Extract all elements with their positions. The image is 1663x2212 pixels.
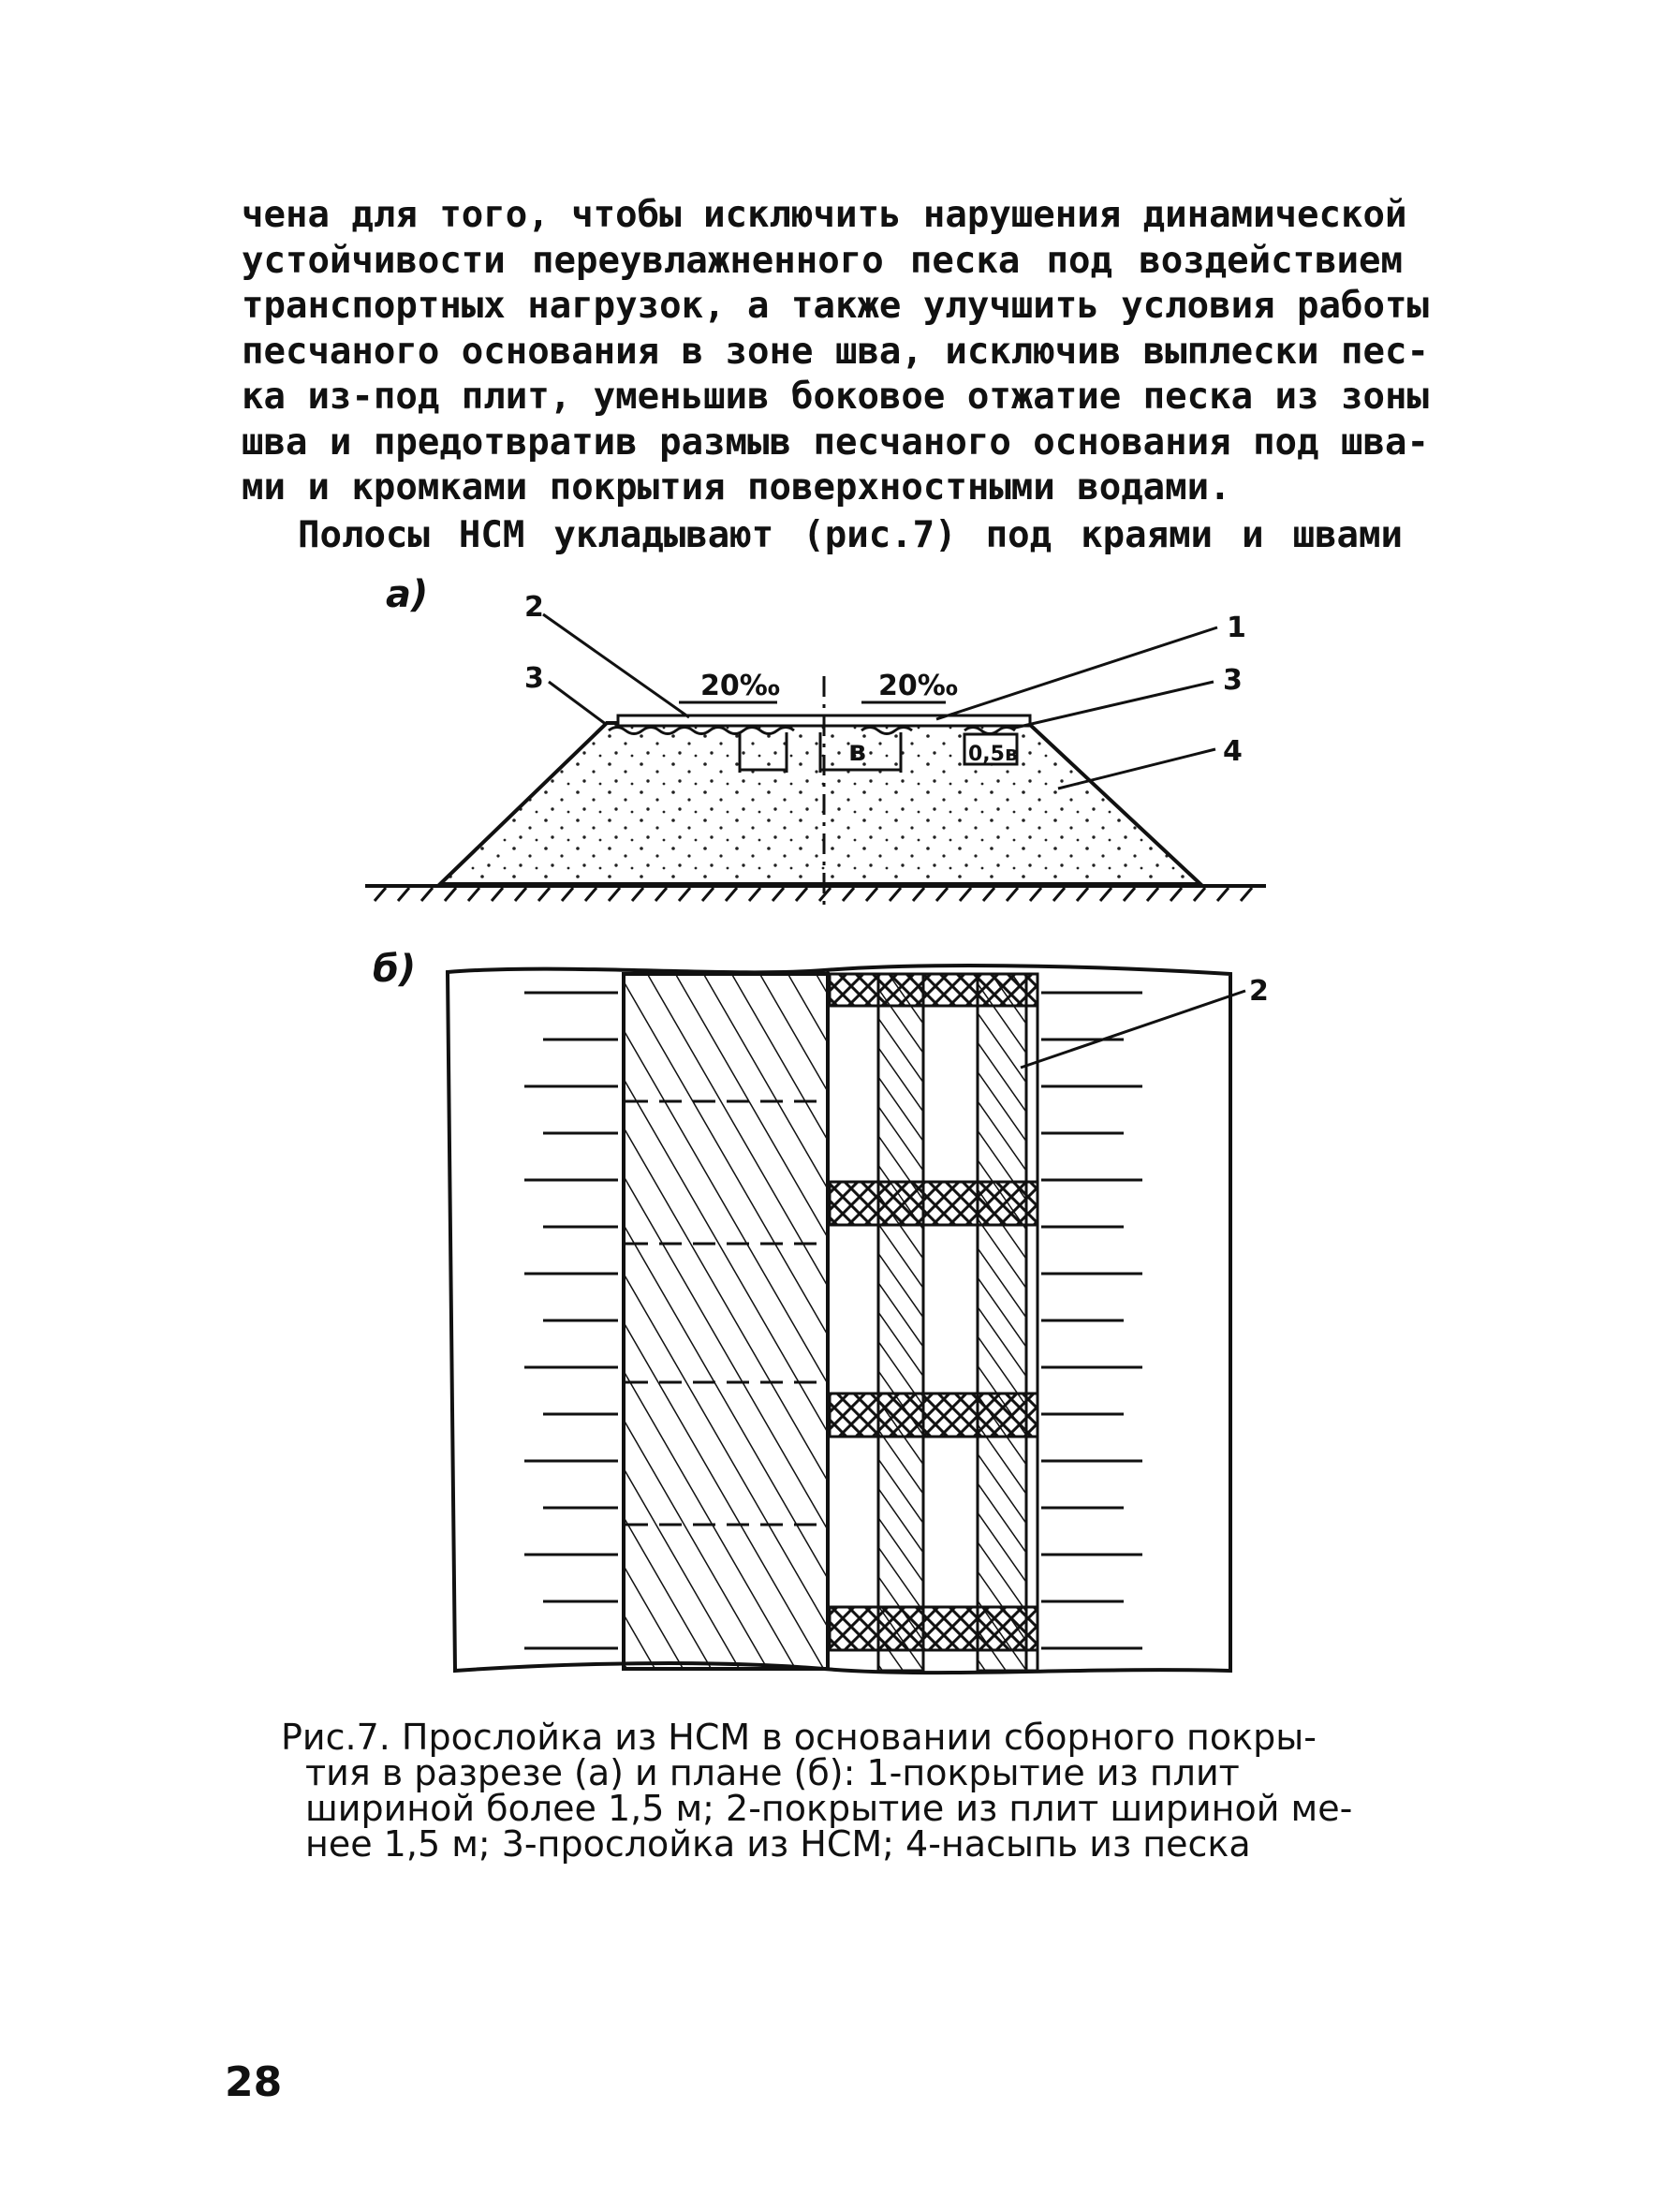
paragraph-line: транспортных нагрузок, а также улучшить условия работы	[242, 285, 1429, 327]
caption-line: Рис.7. Прослойка из НСМ в основании сборного покры-	[281, 1717, 1317, 1758]
callout-2-plan: 2	[1249, 975, 1269, 1008]
dim-half-b-label: 0,5в	[968, 743, 1018, 766]
caption-line: тия в разрезе (а) и плане (б): 1-покрытие из плит	[305, 1752, 1240, 1793]
caption-line: шириной более 1,5 м; 2-покрытие из плит шириной ме-	[305, 1788, 1353, 1829]
leader-4	[1058, 749, 1215, 789]
page-number: 28	[225, 2058, 283, 2106]
leader-3-left	[549, 682, 607, 725]
slope-right-label: 20‰	[878, 670, 958, 702]
cross-section-a	[365, 591, 1266, 908]
callout-3-right: 3	[1223, 664, 1243, 697]
slope-left-label: 20‰	[700, 670, 780, 702]
paragraph-line: ми и кромками покрытия поверхностными водами.	[242, 466, 1231, 509]
narrow-strip-left	[878, 974, 923, 1671]
paragraph-line: шва и предотвратив размыв песчаного основания под шва-	[242, 420, 1429, 464]
left-slope-ticks	[524, 993, 618, 1648]
figure-label-b: б)	[373, 948, 417, 991]
paragraph-line: ка из-под плит, уменьшив боковое отжатие песка из зоны	[242, 376, 1429, 418]
paragraph-line: песчаного основания в зоне шва, исключив выплески пес-	[242, 330, 1429, 373]
figure-caption	[281, 1717, 1386, 1865]
caption-line: нее 1,5 м; 3-прослойка из НСМ; 4-насыпь из песка	[305, 1823, 1251, 1865]
paragraph-line: чена для того, чтобы исключить нарушения динамической	[242, 194, 1407, 236]
callout-1: 1	[1227, 612, 1246, 644]
callout-4: 4	[1223, 735, 1243, 768]
right-slope-ticks	[1041, 993, 1142, 1648]
edge-strip	[1026, 974, 1038, 1671]
plan-view-b	[448, 966, 1269, 1673]
callout-2: 2	[524, 591, 544, 624]
leader-3-right	[1011, 682, 1214, 729]
ground-hatching	[375, 888, 1252, 901]
wide-slab-strip	[624, 974, 828, 1669]
paragraph-line: устойчивости переувлажненного песка под воздействием	[242, 239, 1403, 282]
leader-2	[543, 614, 689, 717]
figure-label-a: а)	[386, 573, 429, 616]
narrow-strip-right	[978, 974, 1026, 1671]
dim-b-label: в	[848, 735, 866, 768]
leader-2-plan	[1021, 991, 1245, 1068]
callout-3-left: 3	[524, 662, 544, 695]
leader-1	[936, 627, 1217, 719]
paragraph-line: Полосы НСМ укладывают (рис.7) под краями и швами	[298, 514, 1403, 556]
